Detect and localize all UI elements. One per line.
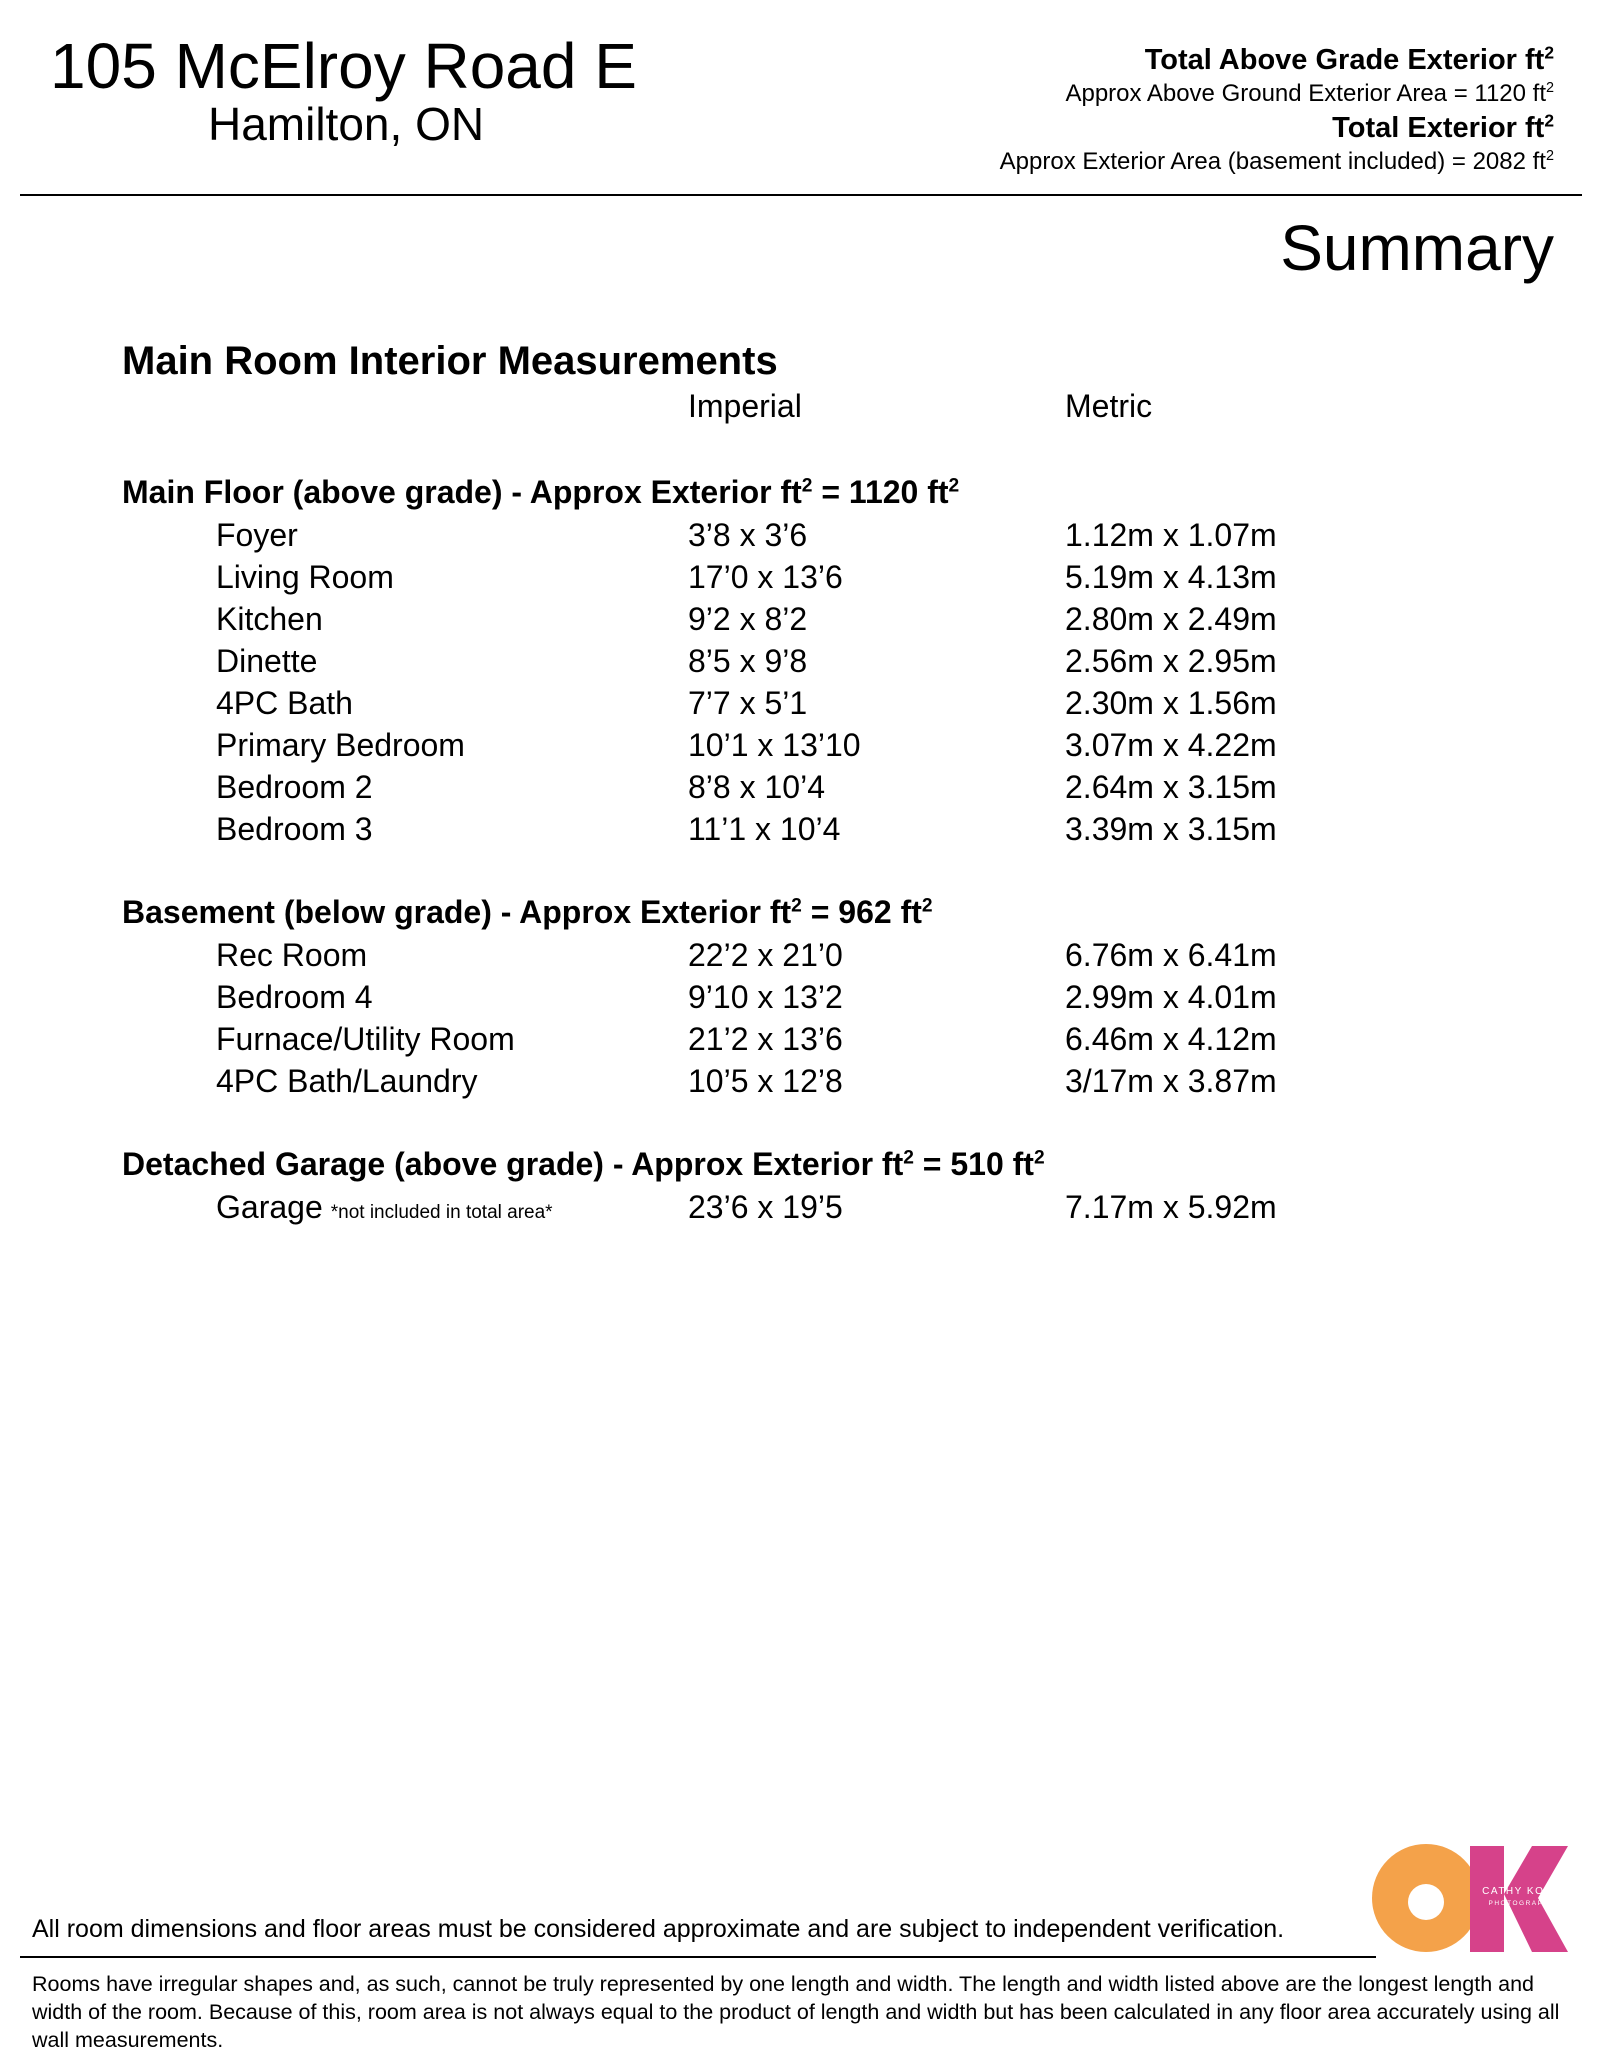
room-imperial: 9’10 x 13’2 xyxy=(688,979,843,1015)
room-metric: 6.76m x 6.41m xyxy=(1065,937,1277,973)
room-metric: 3.39m x 3.15m xyxy=(1065,811,1277,847)
room-row-garage xyxy=(0,1186,1600,1228)
room-name: Primary Bedroom xyxy=(216,727,465,763)
room-name: Bedroom 4 xyxy=(216,979,373,1015)
room-imperial: 9’2 x 8’2 xyxy=(688,601,808,637)
room-name: Bedroom 2 xyxy=(216,769,373,805)
group-title-detached-garage: Detached Garage (above grade) - Approx Exterior $ft^2 = 510$ $ft^2$ xyxy=(122,1146,1045,1182)
room-row-living-room xyxy=(0,556,1600,598)
logo-name-line1: CATHY KOOP xyxy=(1482,1886,1562,1897)
room-row-furnace-utility-room xyxy=(0,1018,1600,1060)
room-metric: 7.17m x 5.92m xyxy=(1065,1189,1277,1225)
total-above-grade-title: Total Above Grade Exterior $ft^2$ xyxy=(1144,42,1554,76)
room-name: Rec Room xyxy=(216,937,368,973)
logo-k-arms xyxy=(1504,1846,1568,1952)
room-imperial: 7’7 x 5’1 xyxy=(688,685,808,721)
room-name: Bedroom 3 xyxy=(216,811,373,847)
disclaimer: All room dimensions and floor areas must be considered approximate and are subject to independent verification. xyxy=(32,1915,1285,1943)
room-imperial: 17’0 x 13’6 xyxy=(688,559,843,595)
room-imperial: 3’8 x 3’6 xyxy=(688,517,808,553)
column-header-metric: Metric xyxy=(1065,388,1153,424)
room-metric: 2.30m x 1.56m xyxy=(1065,685,1277,721)
room-imperial: 22’2 x 21’0 xyxy=(688,937,843,973)
total-exterior-title: Total Exterior $ft^2$ xyxy=(1332,110,1554,144)
room-row-kitchen xyxy=(0,598,1600,640)
room-row-primary-bedroom xyxy=(0,724,1600,766)
room-row-4pc-bath xyxy=(0,682,1600,724)
room-name: Living Room xyxy=(216,559,394,595)
room-name: 4PC Bath xyxy=(216,685,353,721)
total-exterior-value: Approx Exterior Area (basement included) = 2082 $ft^2$ xyxy=(999,148,1554,175)
room-name: Kitchen xyxy=(216,601,323,637)
room-metric: 3.07m x 4.22m xyxy=(1065,727,1277,763)
room-metric: 2.99m x 4.01m xyxy=(1065,979,1277,1015)
room-row-dinette xyxy=(0,640,1600,682)
room-row-bedroom-3 xyxy=(0,808,1600,850)
address-street: 105 McElroy Road E xyxy=(50,30,637,102)
header-divider xyxy=(20,194,1582,196)
room-metric: 2.64m x 3.15m xyxy=(1065,769,1277,805)
room-imperial: 10’1 x 13’10 xyxy=(688,727,861,763)
cathy-koop-logo xyxy=(1372,1842,1568,1954)
room-row-foyer xyxy=(0,514,1600,556)
room-metric: 3/17m x 3.87m xyxy=(1065,1063,1277,1099)
footnote: Rooms have irregular shapes and, as such, cannot be truly represented by one length and width. The length and width listed above are the longest length and width of the room. Because of this, room area is not always equal to the product of length and width but has been calculated in any floor area accurately using all wall measurements. xyxy=(32,1972,1560,2052)
garage-note: *not included in total area* xyxy=(330,1202,553,1223)
room-imperial: 10’5 x 12’8 xyxy=(688,1063,843,1099)
logo-k-mark xyxy=(1470,1846,1568,1952)
group-title-basement: Basement (below grade) - Approx Exterior $ft^2 = 962$ $ft^2$ xyxy=(122,894,933,930)
room-metric: 2.80m x 2.49m xyxy=(1065,601,1277,637)
room-row-bedroom-4 xyxy=(0,976,1600,1018)
room-row-rec-room xyxy=(0,934,1600,976)
room-imperial: 11’1 x 10’4 xyxy=(688,811,841,847)
room-metric: 2.56m x 2.95m xyxy=(1065,643,1277,679)
address-city: Hamilton, ON xyxy=(208,98,485,150)
summary-title: Summary xyxy=(1280,212,1554,284)
room-imperial: 21’2 x 13’6 xyxy=(688,1021,843,1057)
room-metric: 5.19m x 4.13m xyxy=(1065,559,1277,595)
room-name: Garage *not included in total area* xyxy=(216,1189,553,1225)
room-row-bedroom-2 xyxy=(0,766,1600,808)
section-title: Main Room Interior Measurements xyxy=(122,339,778,383)
logo-o-mark xyxy=(1372,1844,1480,1952)
footer-divider xyxy=(20,1956,1376,1958)
room-imperial: 23’6 x 19’5 xyxy=(688,1189,843,1225)
room-imperial: 8’5 x 9’8 xyxy=(688,643,808,679)
logo-name-line2: PHOTOGRAPHY xyxy=(1488,1900,1556,1907)
room-name: Dinette xyxy=(216,643,318,679)
room-name: Foyer xyxy=(216,517,298,553)
room-row-4pc-bath-laundry xyxy=(0,1060,1600,1102)
logo-k-stem xyxy=(1470,1846,1504,1952)
column-header-imperial: Imperial xyxy=(688,388,802,424)
total-above-grade-value: Approx Above Ground Exterior Area = 1120 $ft^2$ xyxy=(1065,80,1554,107)
group-title-main-floor: Main Floor (above grade) - Approx Exterior $ft^2 = 1120$ $ft^2$ xyxy=(122,474,960,510)
logo-o-hole xyxy=(1408,1884,1444,1920)
room-metric: 6.46m x 4.12m xyxy=(1065,1021,1277,1057)
room-metric: 1.12m x 1.07m xyxy=(1065,517,1277,553)
room-name: Furnace/Utility Room xyxy=(216,1021,515,1057)
room-name: 4PC Bath/Laundry xyxy=(216,1063,478,1099)
room-imperial: 8’8 x 10’4 xyxy=(688,769,825,805)
